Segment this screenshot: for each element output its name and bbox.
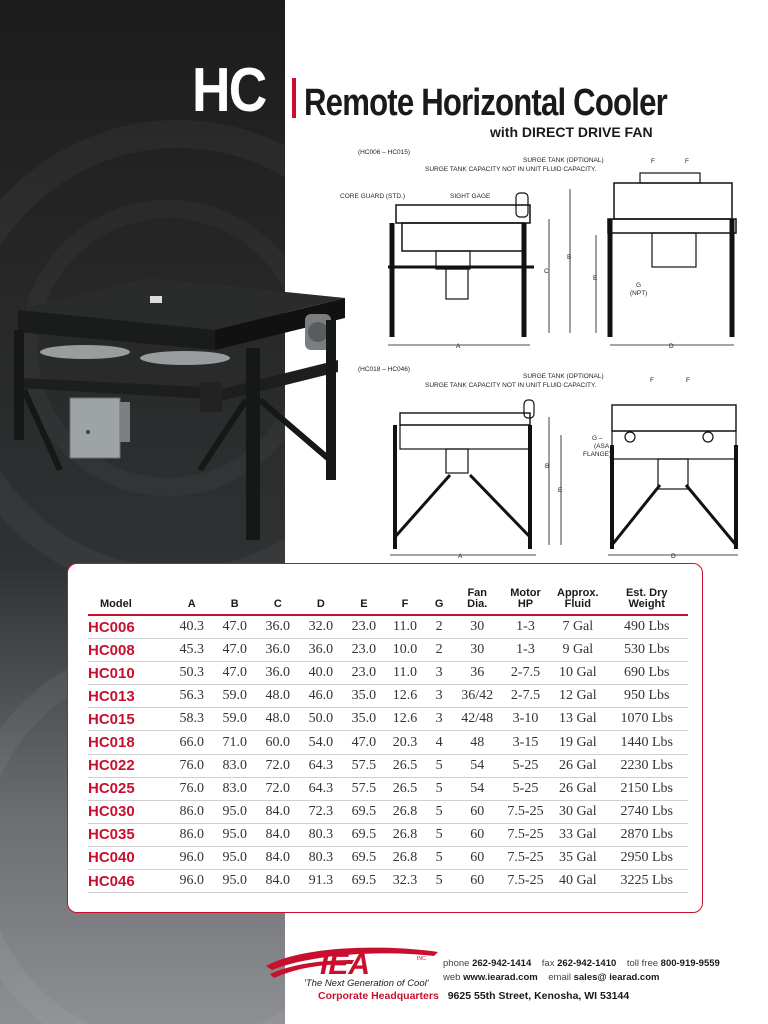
product-code: HC bbox=[192, 56, 266, 125]
page-title: Remote Horizontal Cooler bbox=[304, 82, 667, 124]
table-cell: 72.0 bbox=[256, 754, 299, 777]
table-cell: 4 bbox=[425, 731, 454, 754]
table-cell: 95.0 bbox=[213, 870, 256, 893]
contact-line-2: web www.iearad.com email sales@ iearad.com bbox=[443, 972, 660, 983]
dim-b-bottom: B bbox=[545, 463, 550, 470]
table-cell: 83.0 bbox=[213, 777, 256, 800]
model-cell: HC015 bbox=[88, 708, 170, 731]
table-row bbox=[88, 731, 688, 754]
table-cell: 80.3 bbox=[299, 846, 342, 869]
model-cell: HC035 bbox=[88, 823, 170, 846]
table-cell: 33 Gal bbox=[550, 823, 605, 846]
dim-a-top: A bbox=[456, 343, 461, 350]
table-cell: 1-3 bbox=[501, 639, 550, 662]
specifications-table bbox=[88, 582, 688, 893]
table-cell: 48.0 bbox=[256, 685, 299, 708]
g-asa-label-3: FLANGE) bbox=[583, 451, 612, 458]
table-cell: 11.0 bbox=[385, 615, 424, 639]
sight-gage-label: SIGHT GAGE bbox=[450, 193, 491, 200]
logo-text: IEA bbox=[320, 948, 371, 981]
table-cell: 69.5 bbox=[342, 846, 385, 869]
table-cell: 12.6 bbox=[385, 685, 424, 708]
table-cell: 36/42 bbox=[454, 685, 501, 708]
dim-e-top: E bbox=[593, 275, 598, 282]
table-cell: 12 Gal bbox=[550, 685, 605, 708]
table-cell: 3225 Lbs bbox=[605, 870, 688, 893]
iea-logo bbox=[262, 942, 442, 992]
model-cell: HC006 bbox=[88, 615, 170, 639]
col-header: Fan Dia. bbox=[467, 587, 488, 610]
table-row bbox=[88, 846, 688, 869]
table-cell: 5 bbox=[425, 870, 454, 893]
table-cell: 9 Gal bbox=[550, 639, 605, 662]
table-cell: 1070 Lbs bbox=[605, 708, 688, 731]
table-cell: 1440 Lbs bbox=[605, 731, 688, 754]
col-header: D bbox=[316, 598, 325, 610]
dim-c-top: C bbox=[544, 268, 549, 275]
table-cell: 47.0 bbox=[213, 615, 256, 639]
table-cell: 7.5-25 bbox=[501, 846, 550, 869]
dim-a-bottom: A bbox=[458, 553, 463, 560]
table-cell: 35.0 bbox=[342, 708, 385, 731]
table-cell: 69.5 bbox=[342, 823, 385, 846]
table-cell: 11.0 bbox=[385, 662, 424, 685]
table-cell: 84.0 bbox=[256, 870, 299, 893]
table-cell: 7 Gal bbox=[550, 615, 605, 639]
col-header: A bbox=[187, 598, 196, 610]
surge-note-top: SURGE TANK CAPACITY NOT IN UNIT FLUID CAPACITY. bbox=[425, 166, 597, 173]
technical-diagrams bbox=[340, 145, 760, 565]
table-cell: 2 bbox=[425, 639, 454, 662]
table-cell: 7.5-25 bbox=[501, 870, 550, 893]
model-cell: HC013 bbox=[88, 685, 170, 708]
table-header-row bbox=[88, 582, 688, 615]
dim-e-bottom: E bbox=[558, 487, 563, 494]
range-label-top: (HC006 – HC015) bbox=[358, 149, 411, 156]
table-cell: 48.0 bbox=[256, 708, 299, 731]
table-cell: 60 bbox=[454, 846, 501, 869]
table-cell: 84.0 bbox=[256, 800, 299, 823]
dim-f-bottom-2: F bbox=[686, 377, 690, 384]
table-cell: 96.0 bbox=[170, 870, 213, 893]
table-cell: 76.0 bbox=[170, 754, 213, 777]
product-photo bbox=[0, 270, 350, 540]
g-npt-label-2: (NPT) bbox=[630, 290, 648, 297]
table-row bbox=[88, 800, 688, 823]
tollfree-number[interactable]: 800-919-9559 bbox=[660, 958, 720, 969]
table-cell: 32.3 bbox=[385, 870, 424, 893]
dim-f-top-2: F bbox=[685, 158, 689, 165]
table-cell: 45.3 bbox=[170, 639, 213, 662]
specifications-card bbox=[67, 563, 703, 913]
range-label-bottom: (HC018 – HC046) bbox=[358, 366, 411, 373]
table-cell: 72.0 bbox=[256, 777, 299, 800]
table-cell: 84.0 bbox=[256, 823, 299, 846]
contact-info bbox=[443, 957, 720, 985]
logo-tagline: 'The Next Generation of Cool' bbox=[304, 978, 429, 989]
page-subtitle: with DIRECT DRIVE FAN bbox=[490, 124, 653, 140]
table-cell: 36.0 bbox=[256, 639, 299, 662]
headquarters bbox=[318, 990, 629, 1002]
table-cell: 2740 Lbs bbox=[605, 800, 688, 823]
table-cell: 47.0 bbox=[342, 731, 385, 754]
table-row bbox=[88, 615, 688, 639]
table-cell: 69.5 bbox=[342, 870, 385, 893]
table-cell: 23.0 bbox=[342, 639, 385, 662]
contact-line-1: phone 262-942-1414 fax 262-942-1410 toll free 800-919-9559 bbox=[443, 958, 720, 969]
table-row bbox=[88, 777, 688, 800]
table-cell: 59.0 bbox=[213, 685, 256, 708]
table-cell: 10.0 bbox=[385, 639, 424, 662]
model-cell: HC025 bbox=[88, 777, 170, 800]
table-cell: 40.0 bbox=[299, 662, 342, 685]
hq-label: Corporate Headquarters bbox=[318, 990, 439, 1002]
table-cell: 54.0 bbox=[299, 731, 342, 754]
table-cell: 7.5-25 bbox=[501, 800, 550, 823]
col-header: E bbox=[360, 598, 368, 610]
g-asa-label-2: (ASA bbox=[594, 443, 610, 450]
table-cell: 2870 Lbs bbox=[605, 823, 688, 846]
model-cell: HC010 bbox=[88, 662, 170, 685]
table-row bbox=[88, 708, 688, 731]
table-cell: 95.0 bbox=[213, 823, 256, 846]
model-cell: HC008 bbox=[88, 639, 170, 662]
table-cell: 57.5 bbox=[342, 777, 385, 800]
core-guard-label: CORE GUARD (STD.) bbox=[340, 193, 405, 200]
table-cell: 47.0 bbox=[213, 639, 256, 662]
table-row bbox=[88, 823, 688, 846]
col-header: Approx. Fluid bbox=[557, 587, 599, 610]
table-cell: 690 Lbs bbox=[605, 662, 688, 685]
col-header: C bbox=[273, 598, 282, 610]
table-cell: 3-15 bbox=[501, 731, 550, 754]
table-cell: 5-25 bbox=[501, 777, 550, 800]
table-cell: 23.0 bbox=[342, 662, 385, 685]
table-cell: 26 Gal bbox=[550, 754, 605, 777]
table-cell: 2-7.5 bbox=[501, 685, 550, 708]
table-cell: 30 Gal bbox=[550, 800, 605, 823]
table-cell: 95.0 bbox=[213, 800, 256, 823]
table-cell: 5 bbox=[425, 777, 454, 800]
table-cell: 35 Gal bbox=[550, 846, 605, 869]
table-row bbox=[88, 685, 688, 708]
table-cell: 26.8 bbox=[385, 800, 424, 823]
phone-number[interactable]: 262-942-1414 bbox=[472, 958, 532, 969]
table-cell: 26 Gal bbox=[550, 777, 605, 800]
table-cell: 76.0 bbox=[170, 777, 213, 800]
table-cell: 40.3 bbox=[170, 615, 213, 639]
table-cell: 26.5 bbox=[385, 777, 424, 800]
table-cell: 66.0 bbox=[170, 731, 213, 754]
g-npt-label-1: G bbox=[636, 282, 642, 289]
table-cell: 50.0 bbox=[299, 708, 342, 731]
table-cell: 35.0 bbox=[342, 685, 385, 708]
table-cell: 71.0 bbox=[213, 731, 256, 754]
model-cell: HC022 bbox=[88, 754, 170, 777]
col-header: B bbox=[230, 598, 239, 610]
table-cell: 3 bbox=[425, 685, 454, 708]
col-header: F bbox=[401, 598, 409, 610]
table-cell: 10 Gal bbox=[550, 662, 605, 685]
table-cell: 36.0 bbox=[256, 662, 299, 685]
table-row bbox=[88, 662, 688, 685]
table-body bbox=[88, 615, 688, 893]
col-header: Est. Dry Weight bbox=[625, 587, 668, 610]
table-cell: 86.0 bbox=[170, 823, 213, 846]
table-cell: 23.0 bbox=[342, 615, 385, 639]
table-cell: 36.0 bbox=[299, 639, 342, 662]
table-cell: 12.6 bbox=[385, 708, 424, 731]
table-cell: 2-7.5 bbox=[501, 662, 550, 685]
model-cell: HC046 bbox=[88, 870, 170, 893]
table-cell: 72.3 bbox=[299, 800, 342, 823]
dim-b-top: B bbox=[567, 254, 572, 261]
table-cell: 84.0 bbox=[256, 846, 299, 869]
table-cell: 58.3 bbox=[170, 708, 213, 731]
table-cell: 47.0 bbox=[213, 662, 256, 685]
table-cell: 56.3 bbox=[170, 685, 213, 708]
table-cell: 60.0 bbox=[256, 731, 299, 754]
table-row bbox=[88, 870, 688, 893]
table-cell: 36 bbox=[454, 662, 501, 685]
table-cell: 64.3 bbox=[299, 754, 342, 777]
table-cell: 48 bbox=[454, 731, 501, 754]
table-cell: 40 Gal bbox=[550, 870, 605, 893]
table-cell: 30 bbox=[454, 615, 501, 639]
website-link[interactable]: www.iearad.com bbox=[463, 972, 538, 983]
table-cell: 5 bbox=[425, 754, 454, 777]
model-cell: HC040 bbox=[88, 846, 170, 869]
table-cell: 91.3 bbox=[299, 870, 342, 893]
table-cell: 54 bbox=[454, 754, 501, 777]
model-cell: HC030 bbox=[88, 800, 170, 823]
table-cell: 26.8 bbox=[385, 846, 424, 869]
col-header: G bbox=[434, 598, 444, 610]
table-cell: 50.3 bbox=[170, 662, 213, 685]
table-cell: 69.5 bbox=[342, 800, 385, 823]
table-cell: 950 Lbs bbox=[605, 685, 688, 708]
table-cell: 20.3 bbox=[385, 731, 424, 754]
dim-d-top: D bbox=[669, 343, 674, 350]
table-cell: 19 Gal bbox=[550, 731, 605, 754]
table-cell: 2950 Lbs bbox=[605, 846, 688, 869]
table-cell: 490 Lbs bbox=[605, 615, 688, 639]
table-cell: 60 bbox=[454, 823, 501, 846]
surge-note-bottom: SURGE TANK CAPACITY NOT IN UNIT FLUID CAPACITY. bbox=[425, 382, 597, 389]
table-cell: 5 bbox=[425, 800, 454, 823]
g-asa-label-1: G – bbox=[592, 435, 603, 442]
table-cell: 30 bbox=[454, 639, 501, 662]
table-cell: 5 bbox=[425, 823, 454, 846]
dim-f-bottom-1: F bbox=[650, 377, 654, 384]
table-cell: 80.3 bbox=[299, 823, 342, 846]
table-cell: 96.0 bbox=[170, 846, 213, 869]
col-header: Model bbox=[100, 598, 132, 610]
table-cell: 530 Lbs bbox=[605, 639, 688, 662]
dim-d-bottom: D bbox=[671, 553, 676, 560]
table-cell: 2 bbox=[425, 615, 454, 639]
table-cell: 3 bbox=[425, 662, 454, 685]
table-cell: 46.0 bbox=[299, 685, 342, 708]
table-cell: 3 bbox=[425, 708, 454, 731]
logo-tag: INC. bbox=[417, 956, 427, 962]
table-cell: 13 Gal bbox=[550, 708, 605, 731]
table-cell: 54 bbox=[454, 777, 501, 800]
hq-address: 9625 55th Street, Kenosha, WI 53144 bbox=[447, 990, 630, 1002]
email-link[interactable]: sales@ iearad.com bbox=[573, 972, 660, 983]
table-cell: 7.5-25 bbox=[501, 823, 550, 846]
col-header: Motor HP bbox=[510, 587, 541, 610]
table-cell: 60 bbox=[454, 870, 501, 893]
table-cell: 83.0 bbox=[213, 754, 256, 777]
table-cell: 2230 Lbs bbox=[605, 754, 688, 777]
table-cell: 42/48 bbox=[454, 708, 501, 731]
table-cell: 2150 Lbs bbox=[605, 777, 688, 800]
table-cell: 86.0 bbox=[170, 800, 213, 823]
table-cell: 60 bbox=[454, 800, 501, 823]
table-cell: 64.3 bbox=[299, 777, 342, 800]
surge-tank-label-bottom: SURGE TANK (OPTIONAL) bbox=[523, 373, 604, 380]
table-cell: 26.5 bbox=[385, 754, 424, 777]
fax-number: 262-942-1410 bbox=[557, 958, 617, 969]
table-cell: 5 bbox=[425, 846, 454, 869]
title-divider bbox=[292, 78, 296, 118]
surge-tank-label-top: SURGE TANK (OPTIONAL) bbox=[523, 157, 604, 164]
table-row bbox=[88, 754, 688, 777]
table-cell: 57.5 bbox=[342, 754, 385, 777]
table-cell: 32.0 bbox=[299, 615, 342, 639]
table-cell: 5-25 bbox=[501, 754, 550, 777]
table-cell: 59.0 bbox=[213, 708, 256, 731]
table-cell: 1-3 bbox=[501, 615, 550, 639]
table-cell: 36.0 bbox=[256, 615, 299, 639]
table-row bbox=[88, 639, 688, 662]
table-cell: 26.8 bbox=[385, 823, 424, 846]
model-cell: HC018 bbox=[88, 731, 170, 754]
dim-f-top-1: F bbox=[651, 158, 655, 165]
table-cell: 95.0 bbox=[213, 846, 256, 869]
table-cell: 3-10 bbox=[501, 708, 550, 731]
